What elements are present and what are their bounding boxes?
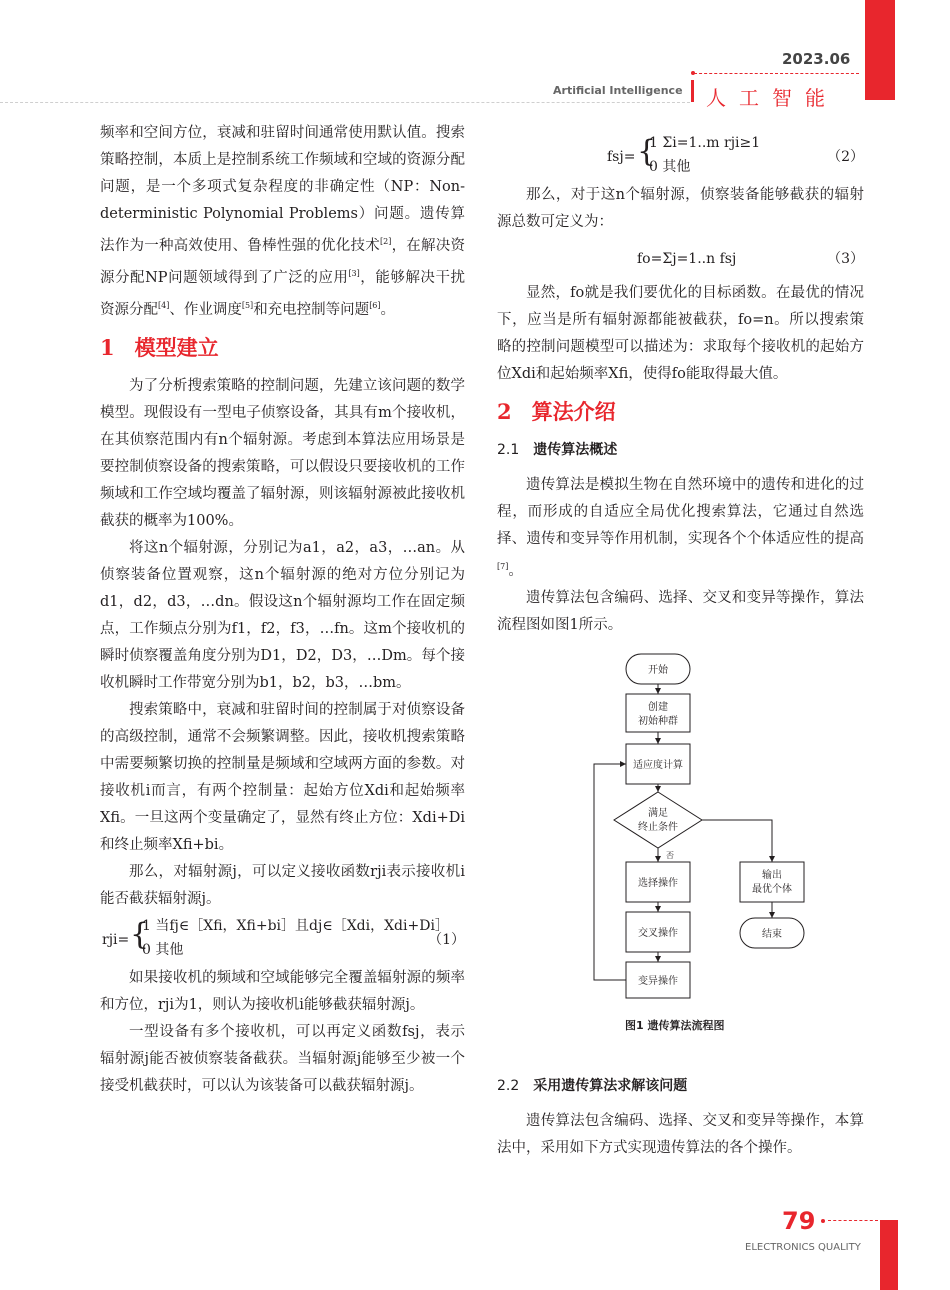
fc-crossover-label: 交叉操作: [638, 928, 678, 939]
equation-1: rji= { 1 当fj∈［Xfi，Xfi+bi］且dj∈［Xdi，Xdi+Di］ 0 其他 （1）: [102, 917, 465, 958]
paragraph: 显然，fo就是我们要优化的目标函数。在最优的情况下，应当是所有辐射源都能被截获，fo=n。所以搜索策略的控制问题模型可以描述为：求取每个接收机的起始方位Xdi和起始频率Xfi，使得fo能取得最大值。: [497, 285, 864, 382]
header-dot: [691, 71, 695, 75]
fc-create-label-1: 创建: [648, 702, 668, 713]
section-2-heading: 2 算法介绍: [497, 399, 616, 424]
genetic-algorithm-flowchart: [572, 650, 832, 1000]
header-rule: [0, 102, 690, 103]
fc-start-label: 开始: [648, 665, 668, 676]
fc-fitness-label: 适应度计算: [633, 760, 683, 771]
paragraph: 如果接收机的频域和空域能够完全覆盖辐射源的频率和方位，rji为1，则认为接收机i能够截获辐射源j。: [100, 970, 465, 1013]
issue-date: 2023.06: [782, 50, 851, 68]
paragraph: 那么，对辐射源j，可以定义接收函数rji表示接收机i能否截获辐射源j。: [100, 864, 465, 907]
fc-output-label-1: 输出: [762, 870, 782, 881]
header-red-bar: [865, 0, 895, 100]
paragraph: 将这n个辐射源，分别记为a1，a2，a3，…an。从侦察装备位置观察，这n个辐射源的绝对方位分别记为d1，d2，d3，…dn。假设这n个辐射源均工作在固定频点，工作频点分别为f1，f2，f3，…fn。这m个接收机的瞬时侦察覆盖角度分别为D1，D2，D3，…Dm。每个接收机瞬时工作带宽分别为b1，b2，b3，…bm。: [100, 540, 465, 691]
subsection-2-2-heading: 2.2 采用遗传算法求解该问题: [497, 1078, 688, 1094]
footer-red-bar: [880, 1220, 898, 1290]
fc-output-label-2: 最优个体: [752, 884, 792, 895]
equation-3: fo=Σj=1..n fsj （3）: [637, 251, 864, 267]
paragraph: 那么，对于这n个辐射源，侦察装备能够截获的辐射源总数可定义为：: [497, 187, 864, 230]
fc-end-label: 结束: [762, 929, 782, 940]
fc-create-label-2: 初始种群: [638, 716, 678, 727]
paragraph: 一型设备有多个接收机，可以再定义函数fsj，表示辐射源j能否被侦察装备截获。当辐射源j能够至少被一个接受机截获时，可以认为该装备可以截获辐射源j。: [100, 1024, 465, 1094]
fc-cond-label-2: 终止条件: [638, 822, 678, 833]
journal-section-en: Artificial Intelligence: [553, 84, 683, 97]
section-1-heading: 1 模型建立: [100, 335, 219, 360]
header-dashed-line: [694, 73, 859, 74]
left-column: [100, 120, 465, 1100]
fc-cond-label-1: 满足: [648, 808, 668, 819]
fc-condition-node: [614, 792, 702, 848]
header-divider-mark: [691, 80, 694, 102]
fc-output-node: [740, 862, 804, 902]
page-number: 79: [782, 1207, 816, 1235]
magazine-name: ELECTRONICS QUALITY: [745, 1242, 861, 1253]
paragraph: 遗传算法包含编码、选择、交叉和变异等操作，本算法中，采用如下方式实现遗传算法的各个操作。: [497, 1113, 864, 1156]
subsection-2-1-heading: 2.1 遗传算法概述: [497, 442, 618, 458]
section-2-2: [497, 1065, 864, 1162]
footer-dashed-line: [828, 1220, 878, 1221]
equation-2: fsj= { 1 Σi=1..m rji≥1 0 其他 （2）: [607, 134, 864, 175]
paragraph: 遗传算法是模拟生物在自然环境中的遗传和进化的过程，而形成的自适应全局优化搜索算法，它通过自然选择、遗传和变异等作用机制，实现各个个体适应性的提高[7]。: [497, 477, 864, 579]
figure-caption: 图1 遗传算法流程图: [625, 1019, 725, 1032]
right-column: [497, 130, 864, 639]
fc-no-label: 否: [666, 851, 674, 860]
intro-paragraph: 频率和空间方位，衰减和驻留时间通常使用默认值。搜索策略控制，本质上是控制系统工作频域和空域的资源分配问题，是一个多项式复杂程度的非确定性（NP：Non-deterministic Polynomial Problems）问题。遗传算法作为一种高效使用、鲁棒性强的优化技术[2]，在解决资源分配NP问题领域得到了广泛的应用[3]，能够解决干扰资源分配[4]、作业调度[5]和充电控制等问题[6]。: [100, 125, 466, 318]
footer-dot: [821, 1219, 825, 1223]
paragraph: 遗传算法包含编码、选择、交叉和变异等操作，算法流程图如图1所示。: [497, 590, 864, 633]
fc-select-label: 选择操作: [638, 878, 678, 889]
journal-section-cn: 人工智能: [706, 86, 838, 110]
paragraph: 搜索策略中，衰减和驻留时间的控制属于对侦察设备的高级控制，通常不会频繁调整。因此，接收机搜索策略中需要频繁切换的控制量是频域和空域两方面的参数。对接收机i而言，有两个控制量：起始方位Xdi和起始频率Xfi。一旦这两个变量确定了，显然有终止方位：Xdi+Di和终止频率Xfi+bi。: [100, 702, 465, 853]
fc-mutate-label: 变异操作: [638, 976, 678, 987]
paragraph: 为了分析搜索策略的控制问题，先建立该问题的数学模型。现假设有一型电子侦察设备，其具有m个接收机，在其侦察范围内有n个辐射源。考虑到本算法应用场景是要控制侦察设备的搜索策略，可以假设只要接收机的工作频域和工作空域均覆盖了辐射源，则该辐射源被此接收机截获的概率为100%。: [100, 378, 465, 529]
